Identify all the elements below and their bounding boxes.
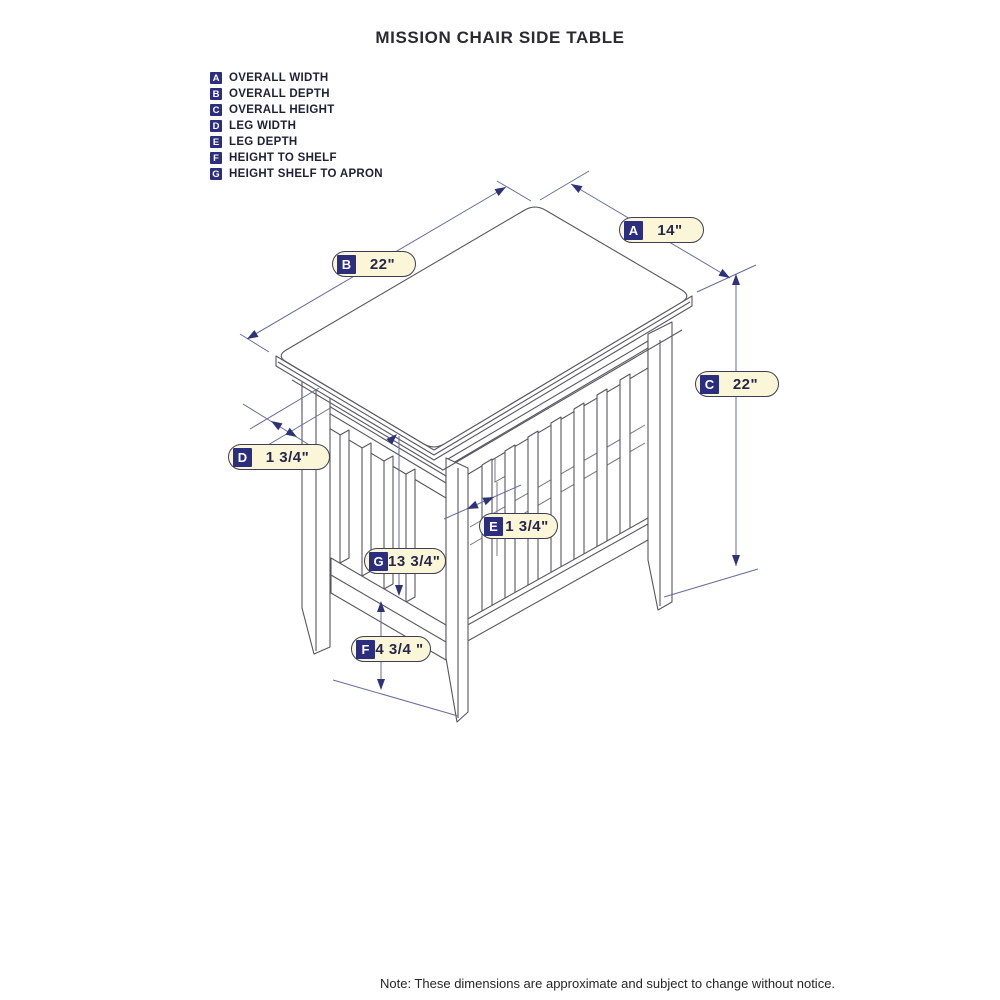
dim-badge-f: F xyxy=(356,640,375,659)
dim-label-d xyxy=(228,444,330,470)
legend-label-e: LEG DEPTH xyxy=(229,136,298,148)
arrow-a-left xyxy=(571,184,583,193)
arrow-b-right xyxy=(495,187,507,196)
legend-badge-g: G xyxy=(210,168,222,180)
legend-badge-e: E xyxy=(210,136,222,148)
dim-label-e xyxy=(479,513,558,539)
footer-note: Note: These dimensions are approximate and subject to change without notice. xyxy=(380,976,836,991)
legend-label-g: HEIGHT SHELF TO APRON xyxy=(229,168,383,180)
arrow-b-left xyxy=(247,330,259,339)
arrow-f-bottom xyxy=(377,679,385,690)
legend-label-c: OVERALL HEIGHT xyxy=(229,104,335,116)
arrow-a-right xyxy=(719,269,731,278)
dim-value-b: 22" xyxy=(369,255,396,273)
front-leg xyxy=(446,458,468,722)
dimension-line-c xyxy=(664,274,758,597)
dim-value-e: 1 3/4" xyxy=(505,517,549,535)
legend-badge-d: D xyxy=(210,120,222,132)
dim-value-d: 1 3/4" xyxy=(265,448,310,466)
arrow-d-left xyxy=(271,421,283,430)
dim-value-c: 22" xyxy=(732,375,759,393)
legend-badge-b: B xyxy=(210,88,222,100)
legend-label-d: LEG WIDTH xyxy=(229,120,297,132)
dim-value-f: 4 3/4 " xyxy=(375,640,424,658)
dim-badge-a: A xyxy=(624,221,643,240)
dim-badge-b: B xyxy=(337,255,356,274)
arrow-c-bottom xyxy=(732,555,740,566)
legend-label-a: OVERALL WIDTH xyxy=(229,72,329,84)
dim-label-g xyxy=(364,548,446,574)
legend-badge-f: F xyxy=(210,152,222,164)
page-title: MISSION CHAIR SIDE TABLE xyxy=(375,28,625,47)
legend-label-b: OVERALL DEPTH xyxy=(229,88,330,100)
legend-label-f: HEIGHT TO SHELF xyxy=(229,152,337,164)
arrow-e-left xyxy=(467,501,479,509)
dim-badge-d: D xyxy=(233,448,252,467)
legend-badge-c: C xyxy=(210,104,222,116)
dim-label-b xyxy=(332,251,416,277)
dim-badge-g: G xyxy=(369,552,388,571)
dim-badge-c: C xyxy=(700,375,719,394)
arrow-g-bottom xyxy=(395,585,403,596)
dim-value-g: 13 3/4" xyxy=(388,552,441,570)
dim-label-c xyxy=(695,371,779,397)
dim-label-f xyxy=(351,636,431,662)
dim-label-a xyxy=(619,217,704,243)
table-structure xyxy=(276,207,692,722)
legend-badge-a: A xyxy=(210,72,222,84)
dim-value-a: 14" xyxy=(657,221,683,239)
dim-badge-e: E xyxy=(484,517,503,536)
